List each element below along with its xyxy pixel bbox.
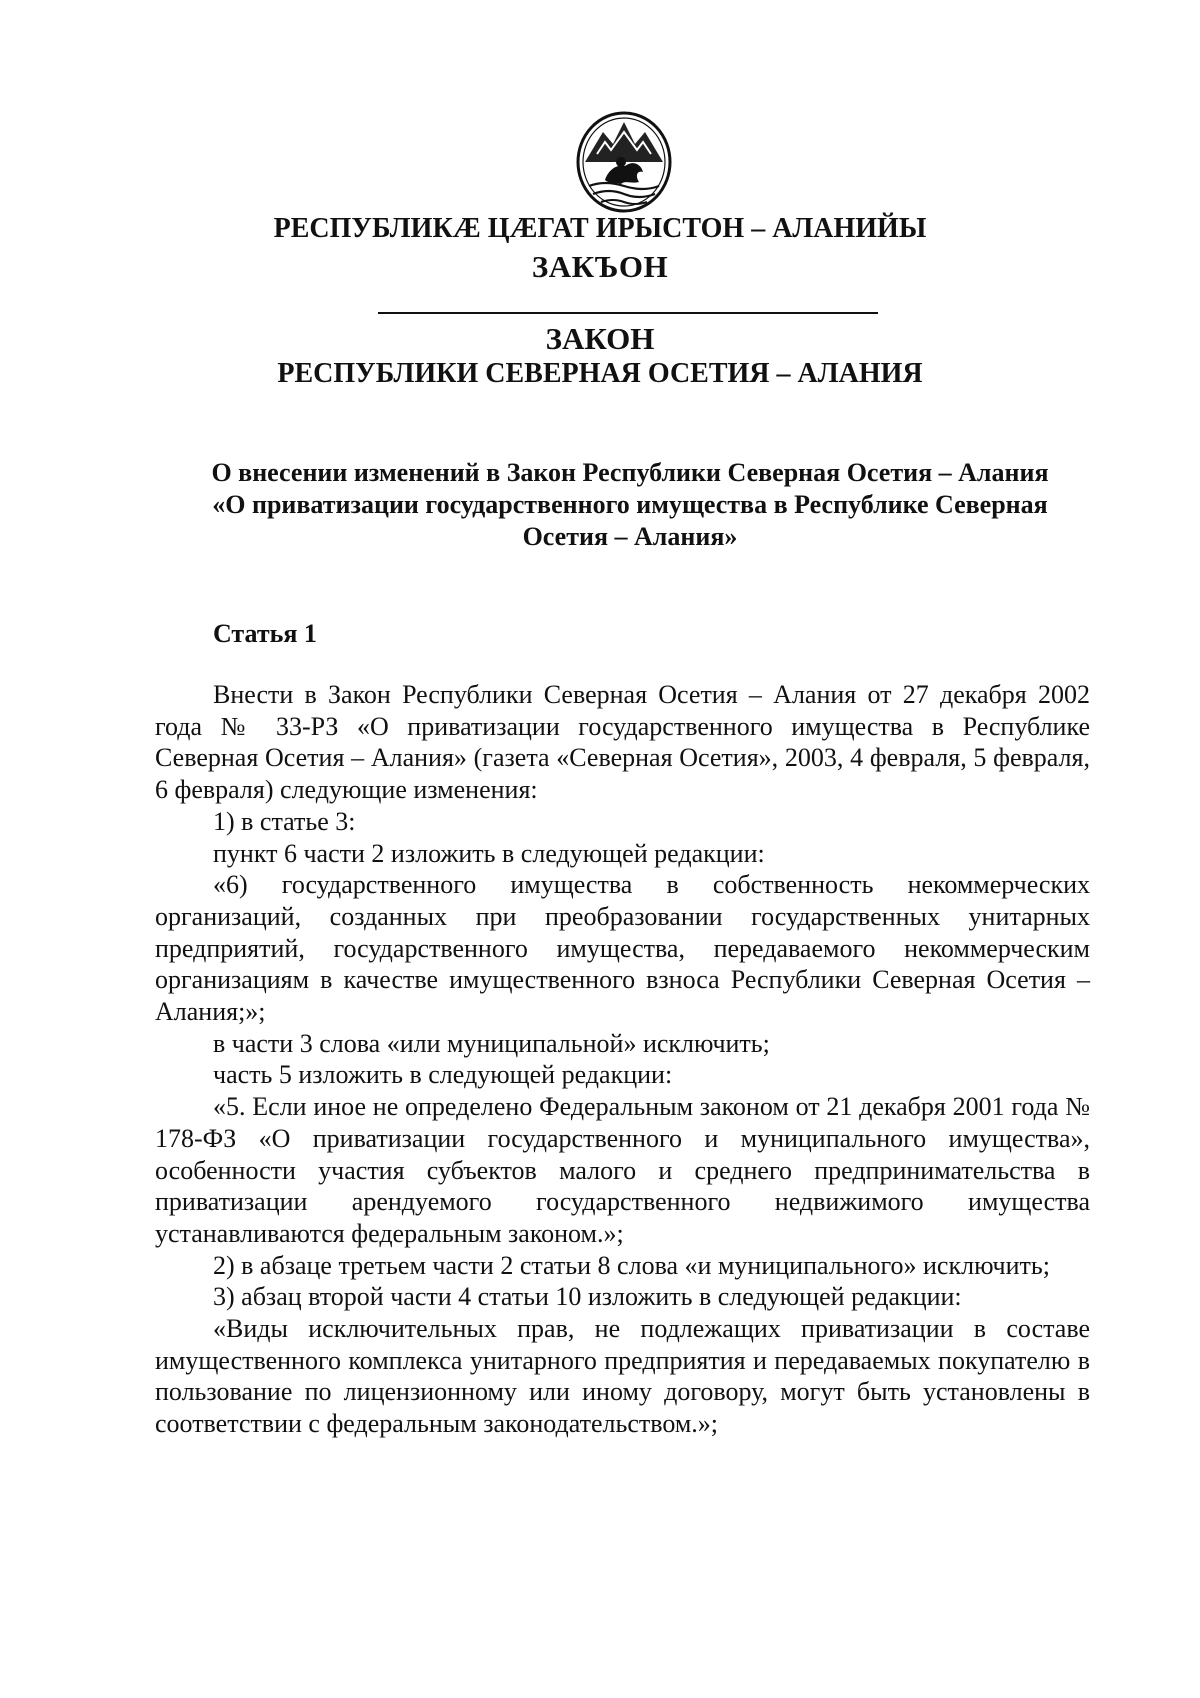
law-title-line: «О приватизации государственного имущества в Республике Северная	[212, 490, 1048, 519]
coat-of-arms-icon	[575, 110, 673, 214]
russian-republic-name: РЕСПУБЛИКИ СЕВЕРНАЯ ОСЕТИЯ – АЛАНИЯ	[277, 358, 923, 389]
ossetian-republic-name: РЕСПУБЛИКӔ ЦӔГАТ ИРЫСТОН – АЛАНИЙЫ	[273, 213, 927, 244]
article-paragraph: «5. Если иное не определено Федеральным законом от 21 декабря 2001 года № 178-ФЗ «О приватизации государственного и муниципального имущества», особенности участия субъектов малого и среднего предпринимательства в приватизации арендуемого государственного недвижимого имущества устанавливаются федеральным законом.»;	[155, 1092, 1090, 1248]
law-title	[150, 457, 1110, 553]
article-paragraph: «Виды исключительных прав, не подлежащих приватизации в составе имущественного комплекса унитарного предприятия и передаваемых покупателю в пользование по лицензионному или иному договору, могут быть установлены в соответствии с федеральным законодательством.»;	[155, 1314, 1090, 1439]
article-paragraph: 3) абзац второй части 4 статьи 10 изложить в следующей редакции:	[213, 1282, 962, 1312]
article-paragraph: 2) в абзаце третьем части 2 статьи 8 слова «и муниципального» исключить;	[213, 1250, 1050, 1280]
law-title-line: Осетия – Алания»	[522, 522, 738, 551]
ossetian-law-word: ЗАКЪОН	[531, 249, 669, 284]
article-paragraph: Внести в Закон Республики Северная Осетия – Алания от 27 декабря 2002 года № 33-РЗ «О приватизации государственного имущества в Республике Северная Осетия – Алания» (газета «Северная Осетия», 2003, 4 февраля, 5 февраля, 6 февраля) следующие изменения:	[155, 680, 1090, 805]
article-paragraph: часть 5 изложить в следующей редакции:	[213, 1060, 673, 1090]
article-paragraph: пункт 6 части 2 изложить в следующей редакции:	[213, 838, 765, 868]
article-body	[155, 679, 1090, 1440]
article-paragraph: 1) в статье 3:	[213, 806, 356, 836]
law-title-line: О внесении изменений в Закон Республики Северная Осетия – Алания	[211, 458, 1049, 487]
article-paragraph: в части 3 слова «или муниципальной» исключить;	[213, 1028, 770, 1058]
russian-law-word: ЗАКОН	[545, 321, 655, 356]
header-divider	[378, 312, 878, 314]
article-paragraph: «6) государственного имущества в собственность некоммерческих организаций, созданных при преобразовании государственных унитарных предприятий, государственного имущества, передаваемого некоммерческим организациям в качестве имущественного взноса Республики Северная Осетия – Алания;»;	[155, 870, 1090, 1027]
article-heading: Статья 1	[213, 619, 317, 648]
